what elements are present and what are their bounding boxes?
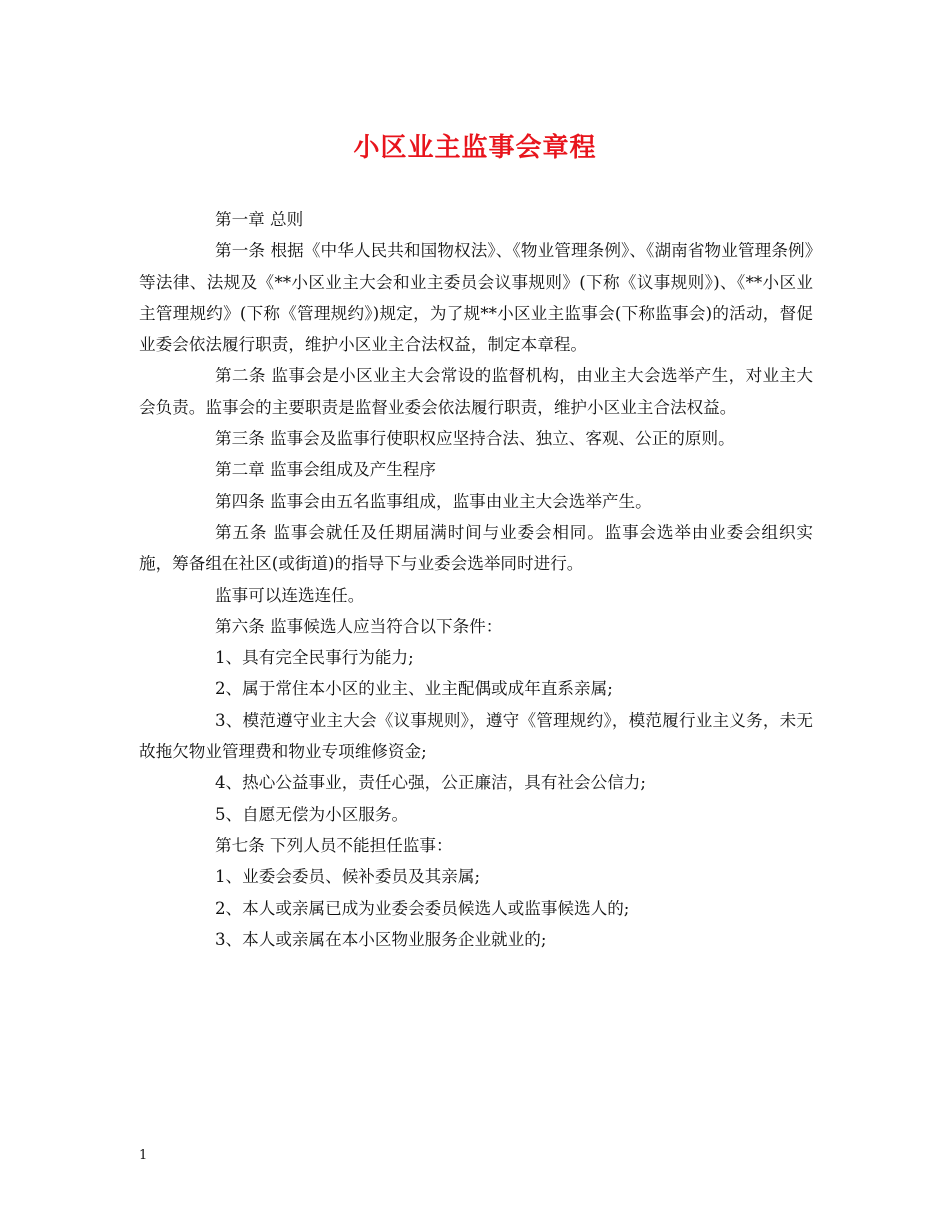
document-body [139, 204, 813, 955]
article-paragraph: 第一条 根据《中华人民共和国物权法》、《物业管理条例》、《湖南省物业管理条例》等法律、法规及《**小区业主大会和业主委员会议事规则》(下称《议事规则》)、《**小区业主管理规约》(下称《管理规约》)规定，为了规**小区业主监事会(下称监事会)的活动，督促业委会依法履行职责，维护小区业主合法权益，制定本章程。 [139, 241, 813, 355]
list-item: 5、自愿无偿为小区服务。 [215, 804, 409, 824]
list-item: 3、本人或亲属在本小区物业服务企业就业的; [215, 929, 547, 949]
list-item: 2、属于常住本小区的业主、业主配偶或成年直系亲属; [215, 679, 613, 699]
document-title: 小区业主监事会章程 [353, 133, 597, 163]
article-paragraph: 第七条 下列人员不能担任监事： [215, 835, 453, 855]
list-item: 1、具有完全民事行为能力; [215, 648, 414, 668]
article-paragraph: 第二条 监事会是小区业主大会常设的监督机构，由业主大会选举产生，对业主大会负责。监事会的主要职责是监督业委会依法履行职责，维护小区业主合法权益。 [139, 366, 813, 417]
article-paragraph: 第四条 监事会由五名监事组成，监事由业主大会选举产生。 [215, 491, 652, 511]
article-paragraph: 监事可以连选连任。 [215, 585, 365, 605]
article-paragraph: 第六条 监事候选人应当符合以下条件： [215, 616, 503, 636]
list-item: 2、本人或亲属已成为业委会委员候选人或监事候选人的; [215, 898, 630, 918]
list-item: 3、模范遵守业主大会《议事规则》，遵守《管理规约》，模范履行业主义务，未无故拖欠物业管理费和物业专项维修资金; [139, 710, 813, 762]
chapter-heading: 第二章 监事会组成及产生程序 [215, 460, 436, 480]
list-item: 1、业委会委员、候补委员及其亲属; [215, 867, 481, 887]
article-paragraph: 第五条 监事会就任及任期届满时间与业委会相同。监事会选举由业委会组织实施，筹备组在社区(或街道)的指导下与业委会选举同时进行。 [139, 522, 813, 574]
article-paragraph: 第三条 监事会及监事行使职权应坚持合法、独立、客观、公正的原则。 [215, 429, 735, 449]
page-number: 1 [139, 1148, 148, 1163]
list-item: 4、热心公益事业，责任心强，公正廉洁，具有社会公信力; [215, 773, 646, 793]
chapter-heading: 第一章 总则 [215, 210, 304, 229]
